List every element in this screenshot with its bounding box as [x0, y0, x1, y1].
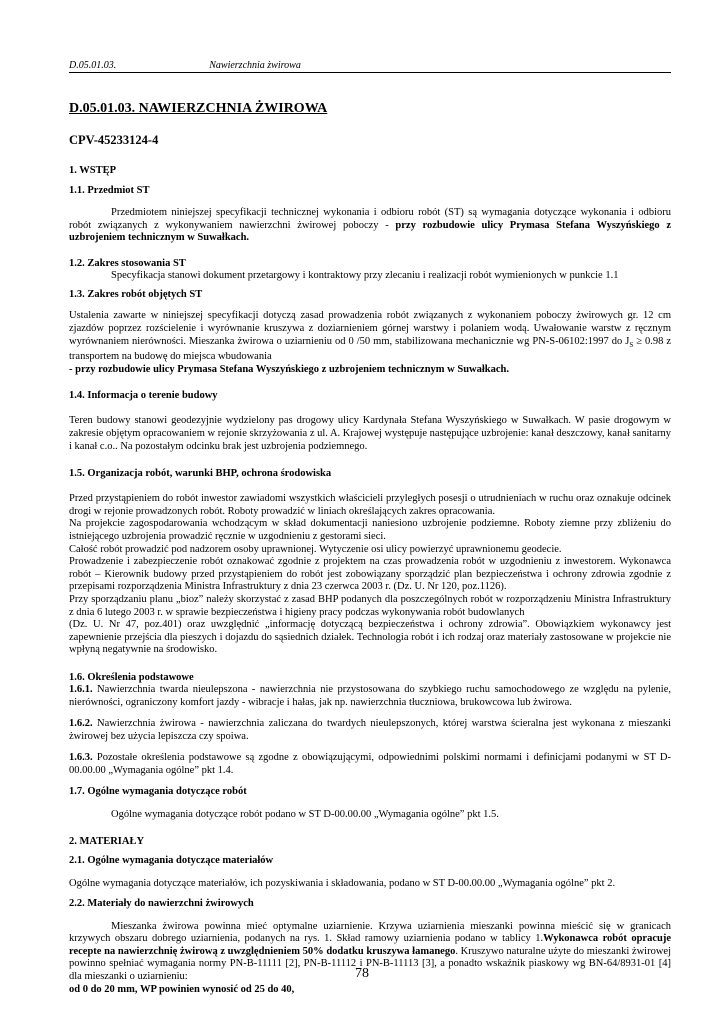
section-2-2-text: [69, 921, 671, 997]
document-page: [69, 60, 671, 996]
header-name: Nawierzchnia żwirowa: [209, 60, 301, 71]
section-1-6-1-number: 1.6.1.: [69, 683, 93, 695]
header-code: D.05.01.03.: [69, 60, 117, 71]
section-1-6-1-text: [69, 684, 671, 709]
section-2-2-heading: 2.2. Materiały do nawierzchni żwirowych: [69, 897, 254, 909]
section-1-3-text-bold: - przy rozbudowie ulicy Prymasa Stefana Wyszyńskiego z uzbrojeniem technicznym w Suwałkach.: [69, 363, 510, 375]
section-1-6-2-text: [69, 718, 671, 743]
section-1-3-subscript: S: [629, 340, 634, 349]
section-1-6-3-body: Pozostałe określenia podstawowe są zgodne z obowiązującymi, odpowiednimi polskimi normami i definicjami podanymi w ST D-00.00.00 „Wymagania ogólne” pkt 1.4.: [69, 752, 671, 776]
paragraph: Prowadzenie i zabezpieczenie robót oznakować zgodnie z projektem na czas prowadzenia robót w uzgodnieniu z inwestorem. Wykonawca robót – Kierownik budowy przed przystąpieniem do robót jest zobowiązany sporządzić plan bezpieczeństwa i ochrony zdrowia zgodnie z przepisami rozporządzenia Ministra Infrastruktury z dnia 23 czerwca 2003 r. (Dz. U. Nr 120, poz.1126).: [69, 556, 671, 593]
paragraph: Na projekcie zagospodarowania wchodzącym w skład dokumentacji naniesiono uzbrojenie podziemne. Roboty ziemne przy zbliżeniu do istniejącego uzbrojenia prowadzić ręcznie w uzgodnieniu z gestorami sieci.: [69, 518, 671, 542]
section-1-2-heading: 1.2. Zakres stosowania ST: [69, 257, 186, 269]
section-1-1-text: [69, 207, 671, 245]
section-1-3-heading: 1.3. Zakres robót objętych ST: [69, 289, 203, 301]
section-1-6-3-text: [69, 752, 671, 777]
section-2-1-heading: 2.1. Ogólne wymagania dotyczące materiałów: [69, 855, 274, 867]
section-1-7-text: Ogólne wymagania dotyczące robót podano w ST D-00.00.00 „Wymagania ogólne” pkt 1.5.: [111, 808, 499, 820]
section-1-6-2-body: Nawierzchnia żwirowa - nawierzchnia zaliczana do twardych nieulepszonych, której warstwa ścieralna jest wykonana z mieszanki żwirowej bez użycia lepiszcza czy spoiwa.: [69, 718, 671, 742]
section-1-4-heading: 1.4. Informacja o terenie budowy: [69, 390, 218, 402]
running-header: [69, 60, 671, 73]
section-1-3-text-a: Ustalenia zawarte w niniejszej specyfikacji dotyczą zasad prowadzenia robót związanych z wykonaniem poboczy żwirowych gr. 12 cm zjazdów poprzez rozścielenie i wyrównanie kruszywa z doziarnieniem górnej warstwy i polaniem wodą. Uwałowanie warstw z ręcznym wyrównaniem nierówności. Mieszanka żwirowa o uziarnieniu od 0 /50 mm, stabilizowana mechanicznie wg PN-S-06102:1997 do J: [69, 310, 671, 347]
section-1-6-2-number: 1.6.2.: [69, 718, 93, 730]
section-1-5-heading: 1.5. Organizacja robót, warunki BHP, ochrona środowiska: [69, 468, 332, 480]
section-1-7-heading: 1.7. Ogólne wymagania dotyczące robót: [69, 785, 247, 797]
section-2-2-text-b: . Kruszywo naturalne użyte do mieszanki żwirowej powinno spełniać wymagania normy PN-B-11111 [2], PN-B-11112 i PN-B-11113 [3], a ponadto wskaźnik piaskowy wg BN-64/8931-01 [4] dla mieszanki o uziarnieniu:: [69, 945, 671, 983]
section-1-6-3-number: 1.6.3.: [69, 752, 93, 764]
paragraph: (Dz. U. Nr 47, poz.401) oraz uwzględnić „informację dotyczącą bezpieczeństwa i ochrony zdrowia”. Obowiązkiem wykonawcy jest zapewnienie przejścia dla pieszych i dojazdu do sąsiednich działek. Technologia robót i ich rodzaj oraz materiały zastosowane w projekcie nie wpłyną negatywnie na środowisko.: [69, 619, 671, 656]
cpv-code: CPV-45233124-4: [69, 133, 159, 147]
section-1-2-text: Specyfikacja stanowi dokument przetargowy i kontraktowy przy zlecaniu i realizacji robót wymienionych w punkcie 1.1: [111, 269, 619, 281]
section-1-heading: 1. WSTĘP: [69, 165, 117, 176]
section-1-3-text-b: ≥ 0.98 z transportem na budowę do miejsca wbudowania: [69, 335, 671, 363]
document-title: D.05.01.03. NAWIERZCHNIA ŻWIROWA: [69, 101, 328, 116]
paragraph: Przed przystąpieniem do robót inwestor zawiadomi wszystkich właścicieli przyległych posesji o utrudnieniach w ruchu oraz oznakuje odcinek drogi w rejonie prowadzonych robót. Roboty prowadzić w liniach określających zakres opracowania.: [69, 493, 671, 517]
section-2-heading: 2. MATERIAŁY: [69, 836, 145, 848]
section-1-6-heading: 1.6. Określenia podstawowe: [69, 671, 194, 683]
section-1-3-text: [69, 310, 671, 376]
section-2-1-text: Ogólne wymagania dotyczące materiałów, ich pozyskiwania i składowania, podano w ST D-00.00.00 „Wymagania ogólne” pkt 2.: [69, 878, 616, 890]
paragraph: Całość robót prowadzić pod nadzorem osoby uprawnionej. Wytyczenie osi ulicy powierzyć uprawnionemu geodecie.: [69, 543, 562, 555]
section-1-4-text: Teren budowy stanowi geodezyjnie wydzielony pas drogowy ulicy Kardynała Stefana Wyszyńskiego w Suwałkach. W pasie drogowym w zakresie objętym opracowaniem w rejonie skrzyżowania z ul. A. Krajowej występuje następujące uzbrojenie: kanał deszczowy, kanał sanitarny i kanał c.o.. Na pozostałym odcinku brak jest uzbrojenia podziemnego.: [69, 415, 671, 452]
section-1-5-body: [69, 493, 671, 657]
section-1-1-text-a: Przedmiotem niniejszej specyfikacji technicznej wykonania i odbioru robót (ST) są wymagania dotyczące wykonania i odbioru robót związanych z wykonywaniem nawierzchni żwirowej poboczy -: [69, 207, 671, 231]
section-1-1-text-bold: przy rozbudowie ulicy Prymasa Stefana Wyszyńskiego z uzbrojeniem technicznym w Suwałkach.: [69, 219, 672, 244]
section-1-6-1-body: Nawierzchnia twarda nieulepszona - nawierzchnia nie przystosowana do szybkiego ruchu samochodowego ze względu na pylenie, nierówności, ograniczony komfort jazdy - wibracje i hałas, jak np. nawierzchnia tłuczniowa, brukowcowa lub żwirowa.: [69, 683, 671, 708]
page-number: 78: [355, 966, 369, 981]
section-2-2-last-line: od 0 do 20 mm, WP powinien wynosić od 25 do 40,: [69, 983, 295, 995]
section-2-2-text-bold: Wykonawca robót opracuje recepte na nawierzchnię żwirową z uwzględnieniem 50% dodatku kruszywa łamanego: [69, 933, 672, 957]
section-1-1-heading: 1.1. Przedmiot ST: [69, 185, 150, 196]
section-2-2-text-a: Mieszanka żwirowa powinna mieć optymalne uziarnienie. Krzywa uziarnienia mieszanki powinna mieścić się w granicach krzywych obszaru dobrego uziarnienia, podanych na rys. 1. Skład ramowy uziarnienia podano w tablicy 1.: [69, 920, 671, 945]
paragraph: Przy sporządzaniu planu „bioz” należy skorzystać z zasad BHP podanych dla poszczególnych robót w rozporządzeniu Ministra Infrastruktury z dnia 6 lutego 2003 r. w sprawie bezpieczeństwa i higieny pracy podczas wykonywania robót budowlanych: [69, 593, 671, 618]
